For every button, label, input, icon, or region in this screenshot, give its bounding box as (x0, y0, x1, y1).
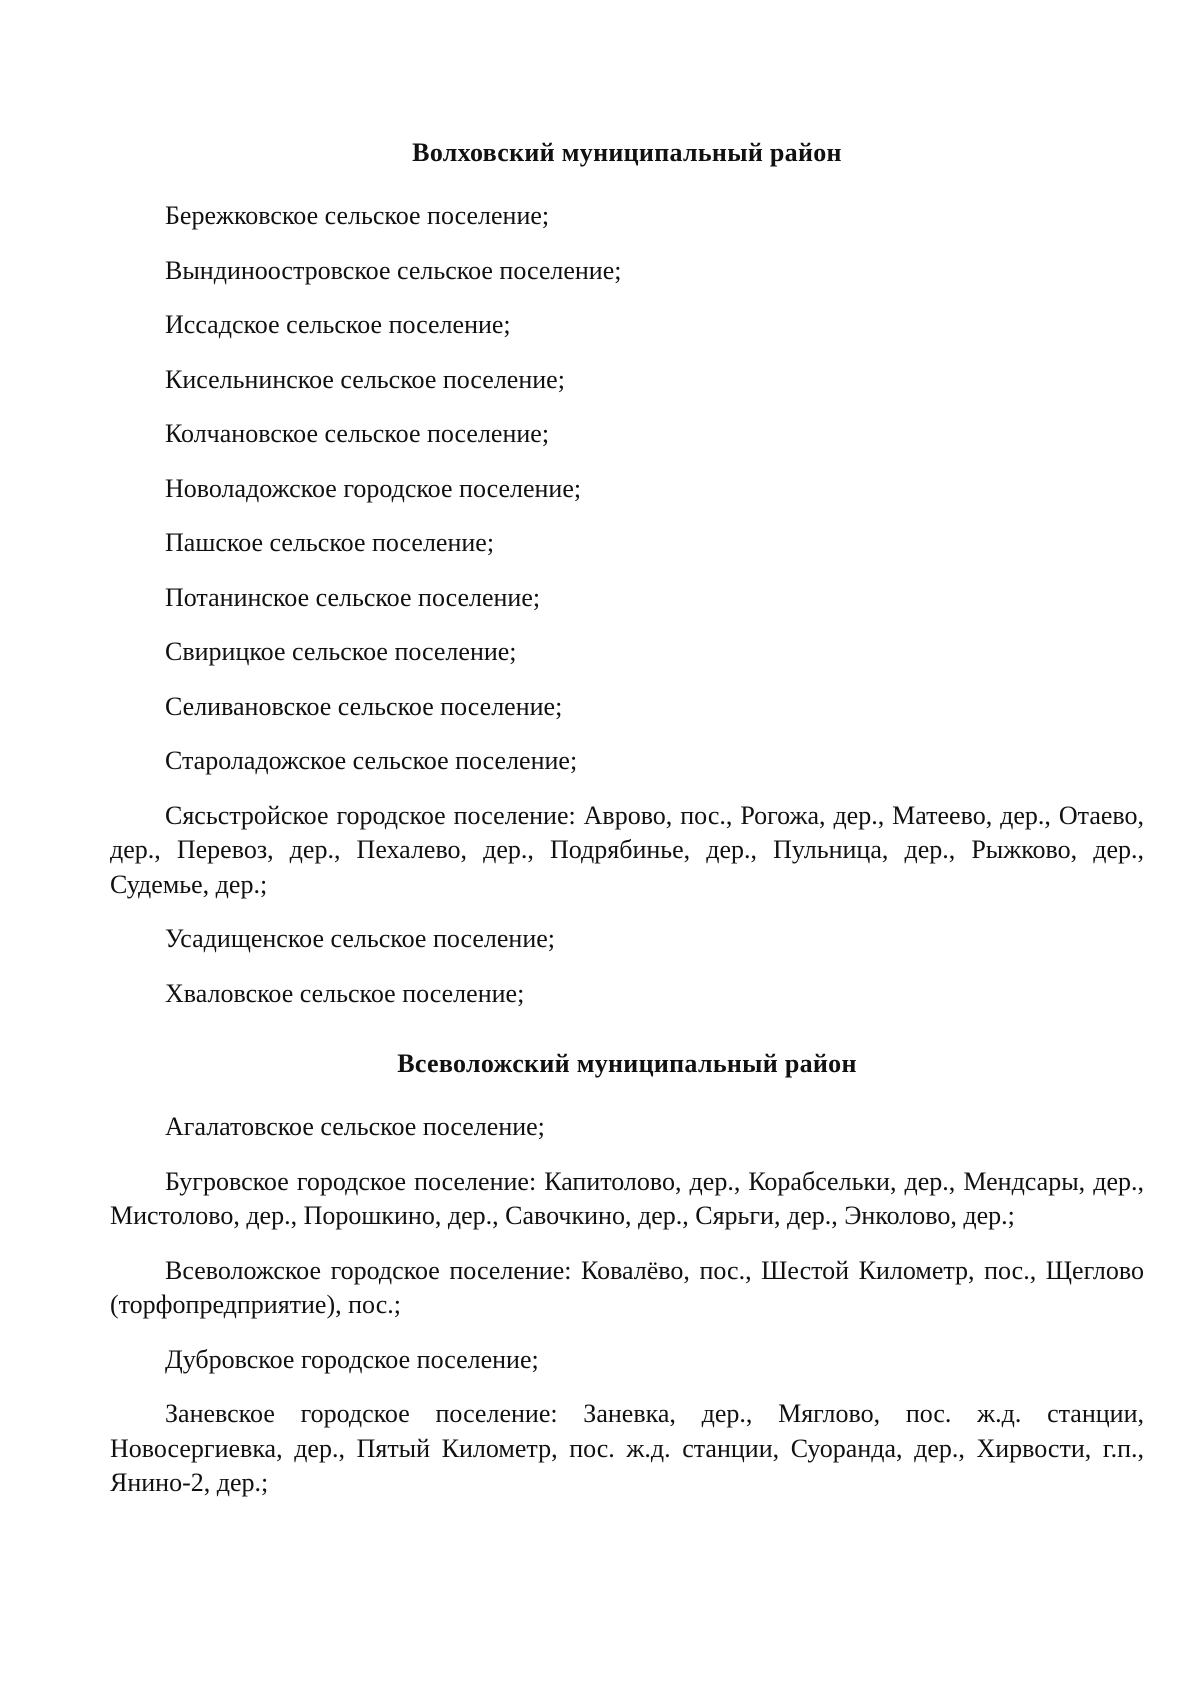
settlement-list-volkhovsky (110, 199, 1144, 1011)
district-heading-vsevolozhsky: Всеволожский муниципальный район (397, 1049, 857, 1078)
settlement-entry: Заневское городское поселение: Заневка, дер., Мяглово, пос. ж.д. станции, Новосергиевка, дер., Пятый Километр, пос. ж.д. станции, Суоранда, дер., Хирвости, г.п., Янино-2, дер.; (110, 1399, 1144, 1497)
settlement-entry: Иссадское сельское поселение; (165, 310, 511, 339)
settlement-entry: Пашское сельское поселение; (165, 528, 495, 557)
settlement-entry: Новоладожское городское поселение; (165, 473, 582, 503)
settlement-entry: Вындиноостровское сельское поселение; (165, 255, 622, 285)
settlement-list-vsevolozhsky (110, 1110, 1144, 1501)
settlement-entry: Дубровское городское поселение; (165, 1344, 539, 1374)
district-heading-volkhovsky: Волховский муниципальный район (412, 138, 842, 167)
settlement-entry: Хваловское сельское поселение; (165, 978, 525, 1008)
settlement-entry: Бугровское городское поселение: Капитолово, дер., Корабсельки, дер., Мендсары, дер., Мистолово, дер., Порошкино, дер., Савочкино, дер., Сярьги, дер., Энколово, дер.; (110, 1166, 1144, 1230)
settlement-entry: Всеволожское городское поселение: Ковалёво, пос., Шестой Километр, пос., Щеглово (торфопредприятие), пос.; (110, 1255, 1144, 1319)
settlement-entry: Бережковское сельское поселение; (165, 201, 550, 230)
settlement-entry: Сясьстройское городское поселение: Аврово, пос., Рогожа, дер., Матеево, дер., Отаево, дер., Перевоз, дер., Пехалево, дер., Подрябинье, дер., Пульница, дер., Рыжково, дер., Судемье, дер.; (110, 800, 1144, 899)
settlement-entry: Селивановское сельское поселение; (165, 691, 563, 721)
settlement-entry: Кисельнинское сельское поселение; (165, 364, 565, 394)
settlement-entry: Усадищенское сельское поселение; (165, 924, 556, 953)
settlement-entry: Староладожское сельское поселение; (165, 746, 578, 775)
document-content (110, 138, 1144, 1501)
settlement-entry: Потанинское сельское поселение; (165, 582, 541, 612)
settlement-entry: Агалатовское сельское поселение; (165, 1112, 545, 1141)
settlement-entry: Колчановское сельское поселение; (165, 419, 550, 448)
settlement-entry: Свирицкое сельское поселение; (165, 637, 517, 666)
